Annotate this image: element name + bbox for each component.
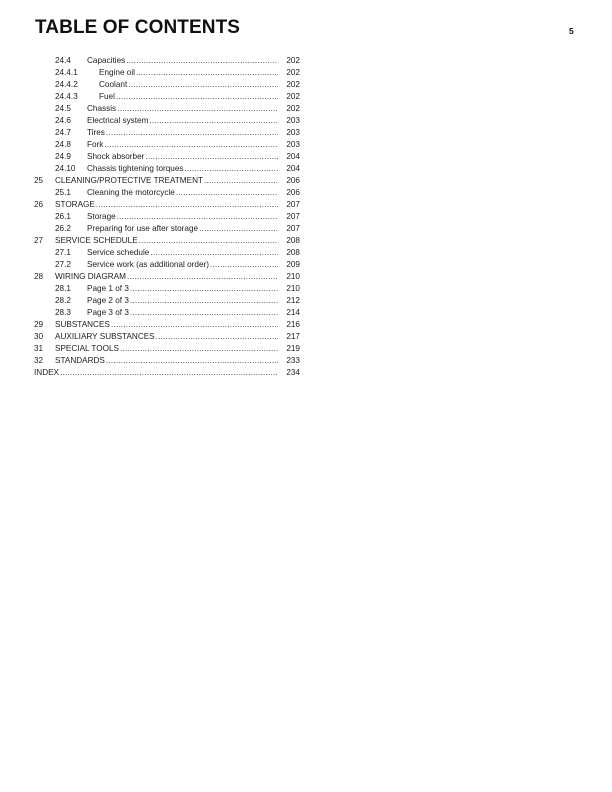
toc-entry-title: Capacities: [87, 56, 126, 65]
toc-entry-page: 207: [286, 212, 300, 221]
dot-leader: [117, 211, 278, 223]
toc-entry-leader: [99, 67, 278, 79]
toc-entry-number: 30: [34, 332, 44, 341]
toc-entry-leader: [99, 79, 278, 91]
toc-entry-number: 27: [34, 236, 44, 245]
toc-entry[interactable]: [34, 163, 300, 175]
toc-entry[interactable]: [34, 151, 300, 163]
toc-entry-page: 207: [286, 200, 300, 209]
dot-leader: [104, 139, 278, 151]
dot-leader: [130, 295, 278, 307]
toc-entry-title: Storage: [87, 212, 116, 221]
toc-entry[interactable]: [34, 91, 300, 103]
toc-entry[interactable]: [34, 175, 300, 187]
toc-entry-page: 217: [286, 332, 300, 341]
toc-entry-leader: [87, 307, 278, 319]
toc-entry-leader: [87, 283, 278, 295]
toc-entry[interactable]: [34, 319, 300, 331]
toc-entry-title: Engine oil: [99, 68, 135, 77]
toc-entry-number: 26.1: [55, 212, 71, 221]
toc-entry-number: 28.2: [55, 296, 71, 305]
toc-entry-number: 32: [34, 356, 44, 365]
page-title: TABLE OF CONTENTS: [35, 17, 241, 38]
toc-entry[interactable]: [34, 115, 300, 127]
toc-entry-page: 206: [286, 188, 300, 197]
toc-entry-page: 216: [286, 320, 300, 329]
toc-entry-number: 24.6: [55, 116, 71, 125]
toc-entry[interactable]: [34, 79, 300, 91]
toc-entry-title: Chassis tightening torques: [87, 164, 184, 173]
toc-entry-leader: [87, 139, 278, 151]
toc-entry-leader: [87, 295, 278, 307]
toc-entry-page: 206: [286, 176, 300, 185]
dot-leader: [204, 175, 278, 187]
dot-leader: [130, 283, 278, 295]
toc-entry-title: Page 2 of 3: [87, 296, 129, 305]
dot-leader: [185, 163, 279, 175]
toc-entry-title: Service schedule: [87, 248, 150, 257]
toc-entry-page: 202: [286, 80, 300, 89]
dot-leader: [199, 223, 278, 235]
toc-entry-page: 202: [286, 68, 300, 77]
toc-entry-title: SPECIAL TOOLS: [55, 344, 120, 353]
toc-entry-leader: [87, 151, 278, 163]
dot-leader: [176, 187, 278, 199]
toc-entry[interactable]: [34, 55, 300, 67]
dot-leader: [116, 91, 278, 103]
toc-entry[interactable]: [34, 103, 300, 115]
toc-entry-title: AUXILIARY SUBSTANCES: [55, 332, 155, 341]
toc-entry-number: 29: [34, 320, 44, 329]
dot-leader: [127, 271, 278, 283]
toc-entry[interactable]: [34, 355, 300, 367]
toc-entry-leader: [55, 331, 278, 343]
toc-entry[interactable]: [34, 259, 300, 271]
toc-entry[interactable]: [34, 247, 300, 259]
toc-entry-title: Service work (as additional order): [87, 260, 209, 269]
toc-entry-leader: [99, 91, 278, 103]
toc-entry[interactable]: [34, 307, 300, 319]
toc-entry-title: STANDARDS: [55, 356, 105, 365]
toc-entry-title: Shock absorber: [87, 152, 145, 161]
toc-entry-leader: [87, 223, 278, 235]
toc-entry[interactable]: [34, 343, 300, 355]
toc-entry-leader: [55, 355, 278, 367]
toc-entry-page: 209: [286, 260, 300, 269]
toc-entry-page: 214: [286, 308, 300, 317]
toc-entry-number: 28.1: [55, 284, 71, 293]
toc-entry-page: 202: [286, 104, 300, 113]
toc-entry-page: 204: [286, 164, 300, 173]
toc-entry-page: 203: [286, 140, 300, 149]
toc-entry-leader: [55, 319, 278, 331]
toc-entry-title: WIRING DIAGRAM: [55, 272, 126, 281]
toc-entry-title: Coolant: [99, 80, 128, 89]
dot-leader: [128, 79, 278, 91]
toc-entry-number: 28.3: [55, 308, 71, 317]
toc-entry-number: 24.7: [55, 128, 71, 137]
dot-leader: [139, 235, 278, 247]
toc-entry-title: Fork: [87, 140, 104, 149]
toc-entry-page: 212: [286, 296, 300, 305]
toc-entry-leader: [55, 199, 278, 211]
toc-entry-page: 204: [286, 152, 300, 161]
toc-entry[interactable]: [34, 295, 300, 307]
toc-entry-number: 26.2: [55, 224, 71, 233]
toc-entry-number: 24.10: [55, 164, 76, 173]
dot-leader: [111, 319, 278, 331]
toc-entry-leader: [87, 187, 278, 199]
dot-leader: [106, 355, 278, 367]
toc-entry-page: 202: [286, 92, 300, 101]
toc-entry[interactable]: [34, 235, 300, 247]
dot-leader: [126, 55, 278, 67]
page-number: 5: [569, 26, 574, 36]
toc-entry-page: 234: [286, 368, 300, 377]
toc-entry-leader: [87, 163, 278, 175]
dot-leader: [60, 367, 278, 379]
toc-entry-title: SERVICE SCHEDULE: [55, 236, 138, 245]
dot-leader: [149, 115, 278, 127]
toc-entry-page: 233: [286, 356, 300, 365]
table-of-contents: [34, 55, 300, 379]
toc-entry[interactable]: [34, 271, 300, 283]
toc-entry-page: 207: [286, 224, 300, 233]
toc-entry-leader: [87, 103, 278, 115]
toc-entry-number: 25: [34, 176, 44, 185]
toc-entry-page: 210: [286, 272, 300, 281]
toc-entry-title: STORAGE: [55, 200, 95, 209]
toc-entry-title: INDEX: [34, 368, 60, 377]
toc-entry-number: 24.5: [55, 104, 71, 113]
dot-leader: [117, 103, 278, 115]
toc-entry-leader: [87, 115, 278, 127]
dot-leader: [210, 259, 278, 271]
toc-entry-leader: [87, 247, 278, 259]
toc-entry[interactable]: [34, 139, 300, 151]
toc-entry-title: Electrical system: [87, 116, 149, 125]
toc-entry-page: 202: [286, 56, 300, 65]
toc-entry[interactable]: [34, 127, 300, 139]
toc-entry-number: 25.1: [55, 188, 71, 197]
toc-entry-number: 24.4.1: [55, 68, 78, 77]
toc-entry-leader: [55, 271, 278, 283]
dot-leader: [136, 67, 278, 79]
toc-entry-leader: [55, 343, 278, 355]
toc-entry-leader: [55, 175, 278, 187]
dot-leader: [156, 331, 278, 343]
toc-entry-leader: [87, 211, 278, 223]
toc-entry-page: 203: [286, 128, 300, 137]
toc-entry-title: Page 3 of 3: [87, 308, 129, 317]
toc-entry-title: Preparing for use after storage: [87, 224, 199, 233]
toc-entry-title: Fuel: [99, 92, 115, 101]
toc-entry-leader: [87, 127, 278, 139]
toc-entry-number: 24.4.2: [55, 80, 78, 89]
toc-entry-page: 203: [286, 116, 300, 125]
toc-entry-title: Chassis: [87, 104, 117, 113]
toc-entry-number: 28: [34, 272, 44, 281]
toc-entry-number: 26: [34, 200, 44, 209]
toc-entry[interactable]: [34, 283, 300, 295]
dot-leader: [145, 151, 278, 163]
toc-entry[interactable]: [34, 211, 300, 223]
toc-entry[interactable]: [34, 223, 300, 235]
toc-entry[interactable]: [34, 67, 300, 79]
toc-entry-number: 24.9: [55, 152, 71, 161]
toc-entry-title: SUBSTANCES: [55, 320, 110, 329]
toc-entry-title: Page 1 of 3: [87, 284, 129, 293]
dot-leader: [130, 307, 278, 319]
toc-entry-number: 24.8: [55, 140, 71, 149]
toc-entry-leader: [87, 259, 278, 271]
toc-entry-title: Tires: [87, 128, 105, 137]
toc-entry-number: 24.4.3: [55, 92, 78, 101]
toc-entry-title: Cleaning the motorcycle: [87, 188, 175, 197]
dot-leader: [120, 343, 278, 355]
toc-entry[interactable]: [34, 187, 300, 199]
toc-entry[interactable]: [34, 331, 300, 343]
toc-entry-number: 27.1: [55, 248, 71, 257]
dot-leader: [106, 127, 278, 139]
dot-leader: [96, 199, 278, 211]
toc-entry-page: 210: [286, 284, 300, 293]
toc-entry-page: 208: [286, 236, 300, 245]
toc-entry-number: 31: [34, 344, 44, 353]
dot-leader: [150, 247, 278, 259]
toc-entry-leader: [55, 235, 278, 247]
toc-entry[interactable]: [34, 199, 300, 211]
toc-entry-page: 208: [286, 248, 300, 257]
toc-entry-leader: [87, 55, 278, 67]
toc-entry-title: CLEANING/PROTECTIVE TREATMENT: [55, 176, 203, 185]
toc-entry-number: 24.4: [55, 56, 71, 65]
toc-entry-leader: [34, 367, 278, 379]
toc-entry-number: 27.2: [55, 260, 71, 269]
toc-entry[interactable]: [34, 367, 300, 379]
toc-entry-page: 219: [286, 344, 300, 353]
